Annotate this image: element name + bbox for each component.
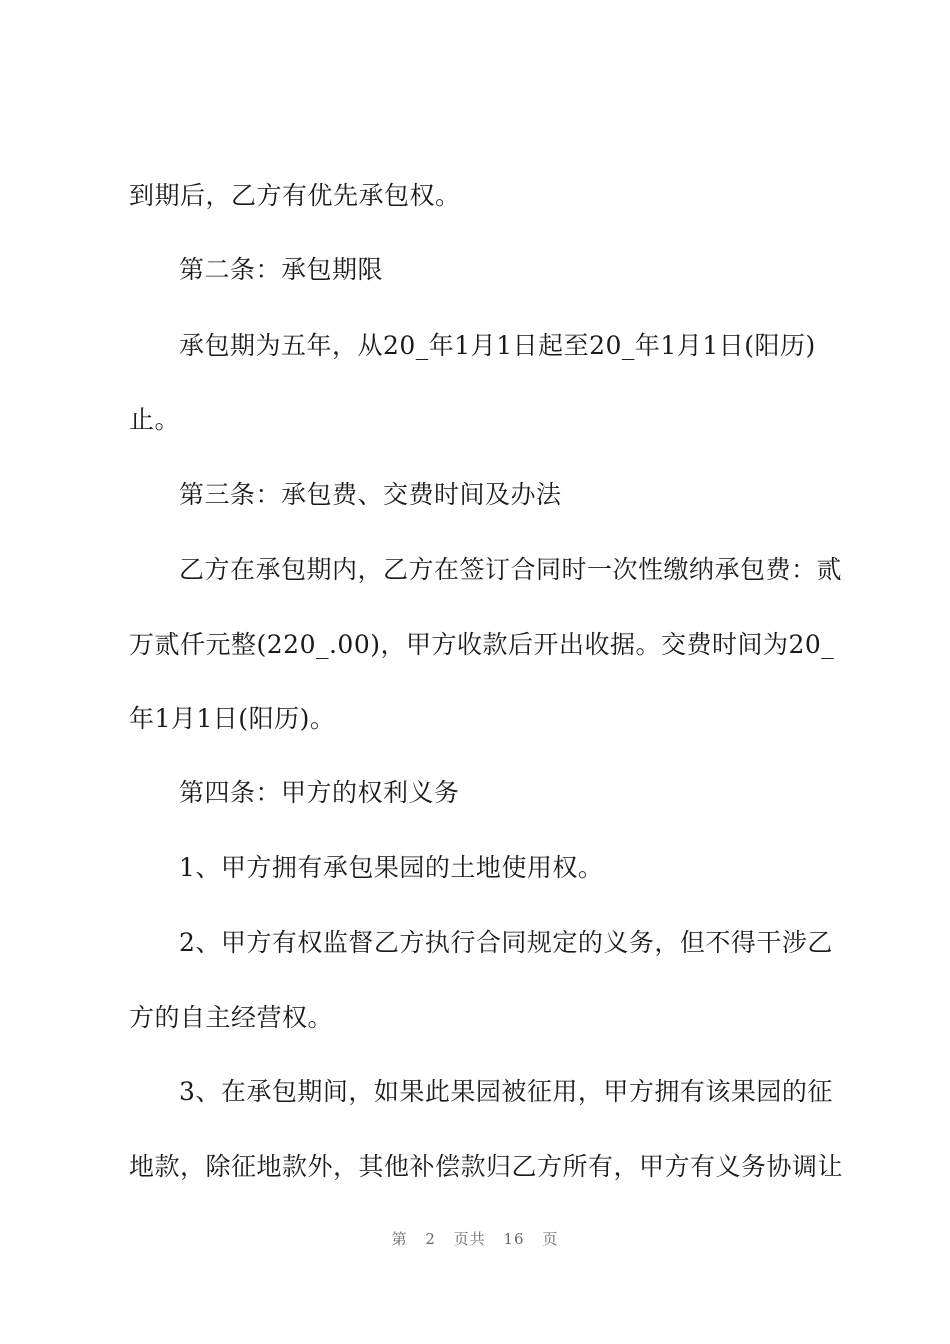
text-line-8: 年1月1日(阳历)。: [129, 704, 336, 733]
text-line-7: 万贰仟元整(220_.00)，甲方收款后开出收据。交费时间为20_: [129, 630, 835, 659]
list-item-3-continued: 地款，除征地款外，其他补偿款归乙方所有，甲方有义务协调让: [129, 1152, 844, 1181]
list-item-3: 3、在承包期间，如果此果园被征用，甲方拥有该果园的征: [179, 1077, 833, 1106]
text-line-1: 到期后，乙方有优先承包权。: [129, 181, 461, 210]
list-item-2: 2、甲方有权监督乙方执行合同规定的义务，但不得干涉乙: [179, 928, 833, 957]
text-line-4: 止。: [129, 405, 181, 434]
section-heading-2: 第二条：承包期限: [179, 255, 384, 284]
section-heading-4: 第四条：甲方的权利义务: [179, 778, 460, 807]
footer-current-page: 2: [425, 1230, 436, 1248]
footer-suffix: 页: [542, 1230, 559, 1248]
page-footer: [0, 1228, 950, 1249]
footer-mid: 页共: [453, 1230, 486, 1248]
text-line-3: 承包期为五年，从20_年1月1日起至20_年1月1日(阳历): [179, 331, 816, 360]
section-heading-3: 第三条：承包费、交费时间及办法: [179, 480, 562, 509]
footer-prefix: 第: [391, 1230, 408, 1248]
text-line-6: 乙方在承包期内，乙方在签订合同时一次性缴纳承包费：贰: [179, 555, 843, 584]
list-item-1: 1、甲方拥有承包果园的土地使用权。: [179, 853, 604, 882]
list-item-2-continued: 方的自主经营权。: [129, 1003, 334, 1032]
footer-total-pages: 16: [503, 1230, 525, 1248]
